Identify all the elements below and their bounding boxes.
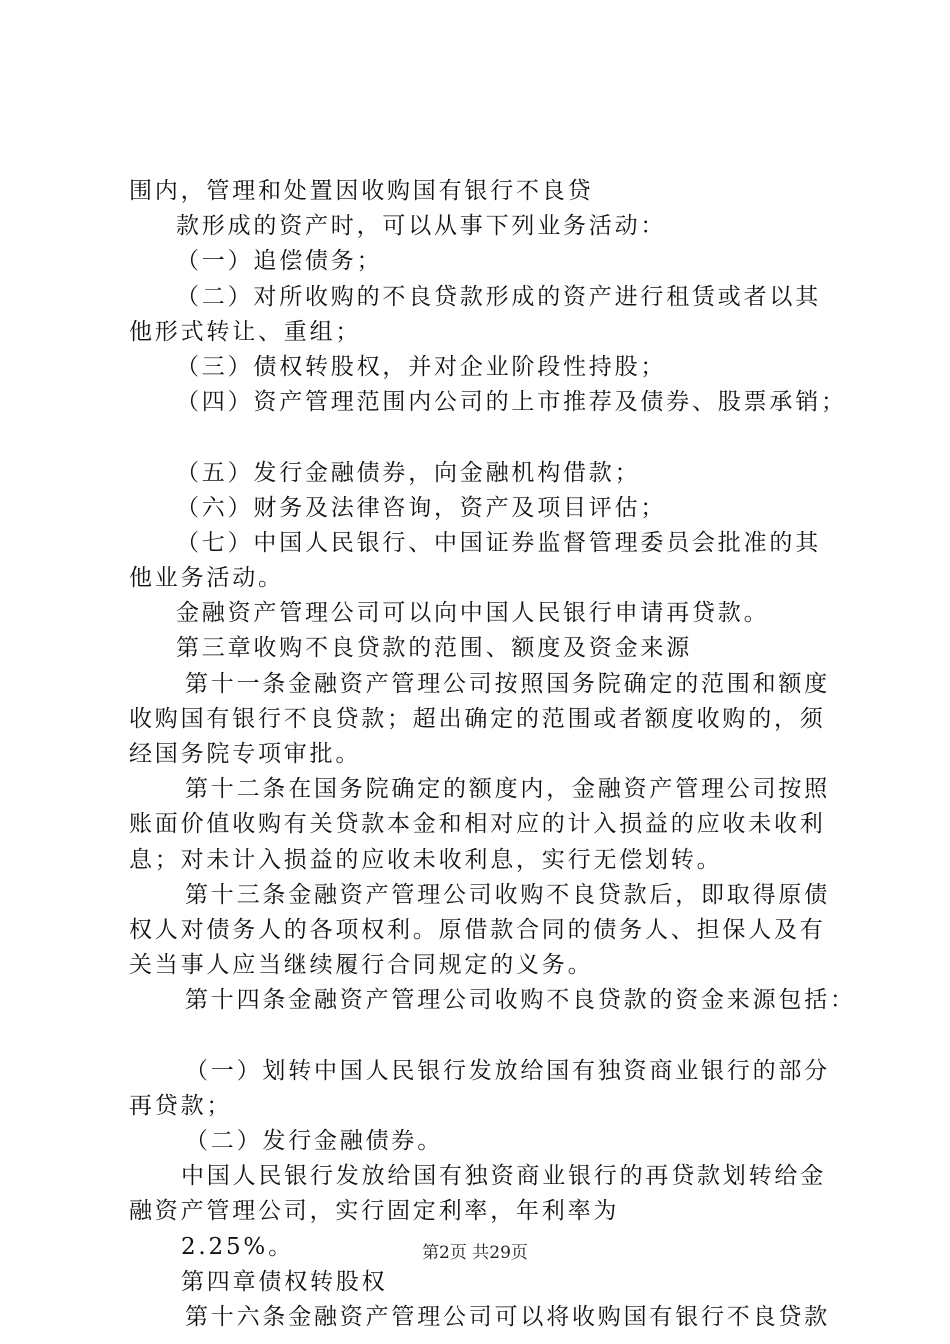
list-item: （二）发行金融债券。: [185, 1128, 443, 1155]
text-line: 账面价值收购有关贷款本金和相对应的计入损益的应收未收利: [129, 811, 826, 838]
list-item: （一）划转中国人民银行发放给国有独资商业银行的部分: [185, 1057, 830, 1084]
list-item: （一）追偿债务；: [176, 248, 383, 275]
list-item: （四）资产管理范围内公司的上市推荐及债券、股票承销；: [176, 389, 847, 416]
list-item: （二）对所收购的不良贷款形成的资产进行租赁或者以其: [176, 283, 821, 310]
text-line: 关当事人应当继续履行合同规定的义务。: [129, 952, 594, 979]
article-line: 第十三条金融资产管理公司收购不良贷款后，即取得原债: [185, 881, 830, 908]
list-item: （五）发行金融债券，向金融机构借款；: [176, 459, 641, 486]
text-line: 收购国有银行不良贷款；超出确定的范围或者额度收购的，须: [129, 705, 826, 732]
text-line: 围内，管理和处置因收购国有银行不良贷: [129, 178, 594, 204]
list-item: （七）中国人民银行、中国证券监督管理委员会批准的其: [176, 529, 821, 556]
text-line: 他业务活动。: [129, 565, 284, 592]
list-item: （三）债权转股权，并对企业阶段性持股；: [176, 353, 667, 380]
blank-line: [129, 420, 839, 455]
text-line: 权人对债务人的各项权利。原借款合同的债务人、担保人及有: [129, 916, 826, 943]
text-line: 息；对未计入损益的应收未收利息，实行无偿划转。: [129, 846, 723, 873]
page-number-footer: 第2页 共29页: [422, 1243, 528, 1263]
document-body: [129, 174, 856, 1335]
article-line: 第十六条金融资产管理公司可以将收购国有银行不良贷款: [185, 1304, 830, 1330]
list-item: （六）财务及法律咨询，资产及项目评估；: [176, 494, 667, 521]
text-line: 款形成的资产时，可以从事下列业务活动：: [176, 213, 667, 240]
text-line: 他形式转让、重组；: [129, 318, 362, 345]
chapter-heading: 第四章债权转股权: [181, 1268, 388, 1295]
text-line: 融资产管理公司，实行固定利率，年利率为: [129, 1198, 620, 1225]
article-line: 第十四条金融资产管理公司收购不良贷款的资金来源包括：: [185, 987, 856, 1014]
text-line: 经国务院专项审批。: [129, 741, 362, 767]
article-line: 第十二条在国务院确定的额度内，金融资产管理公司按照: [185, 776, 830, 803]
article-line: 第十一条金融资产管理公司按照国务院确定的范围和额度: [185, 670, 830, 697]
text-line: 2.25%。: [181, 1233, 294, 1260]
chapter-heading: 第三章收购不良贷款的范围、额度及资金来源: [176, 635, 692, 662]
paragraph-line: 金融资产管理公司可以向中国人民银行申请再贷款。: [176, 600, 770, 627]
blank-line: [129, 1019, 839, 1054]
paragraph-line: 中国人民银行发放给国有独资商业银行的再贷款划转给金: [181, 1163, 826, 1190]
text-line: 再贷款；: [129, 1092, 233, 1119]
